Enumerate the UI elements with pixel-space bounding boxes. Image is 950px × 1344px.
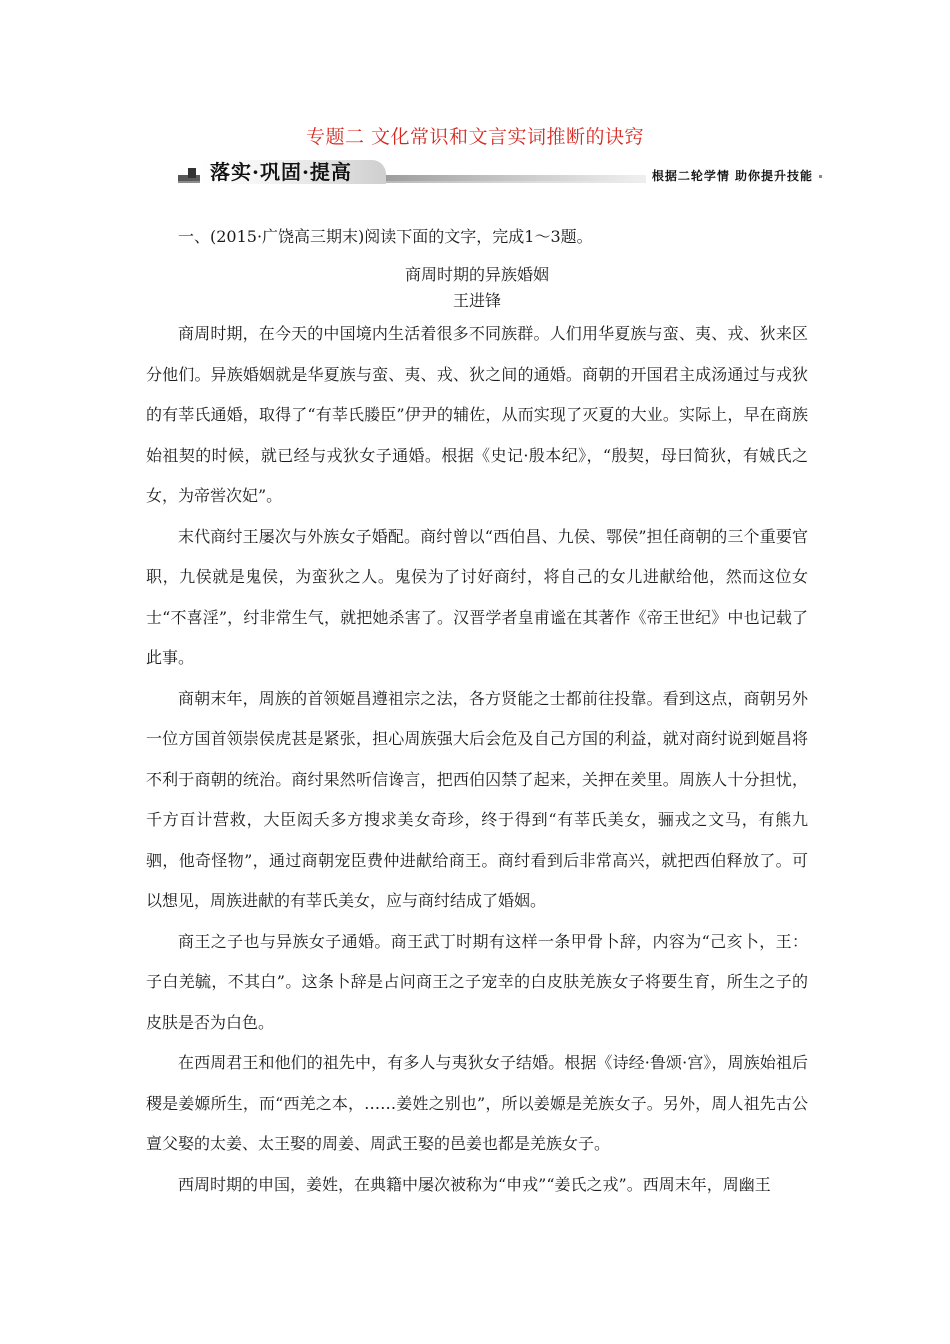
paragraph: 商王之子也与异族女子通婚。商王武丁时期有这样一条甲骨卜辞，内容为“己亥卜，王：子白羌毓，不其白”。这条卜辞是占问商王之子宠幸的白皮肤羌族女子将要生育，所生之子的皮肤是否为白色。 (146, 931, 808, 1032)
banner-square-icon (188, 168, 196, 178)
banner-left-text: 落实·巩固·提高 (210, 160, 352, 184)
article-title: 商周时期的异族婚姻 (404, 265, 549, 284)
page-title: 专题二 文化常识和文言实词推断的诀窍 (305, 126, 645, 148)
article-author: 王进锋 (452, 291, 501, 310)
banner-left-label (200, 160, 386, 184)
banner-right-text: 根据二轮学情 助你提升技能 (651, 169, 813, 183)
dots-icon (819, 175, 822, 178)
paragraph: 在西周君王和他们的祖先中，有多人与夷狄女子结婚。根据《诗经·鲁颂·宫》，周族始祖后稷是姜嫄所生，而“西羌之本，……姜姓之别也”，所以姜嫄是羌族女子。另外，周人祖先古公亶父娶的太姜、太王娶的周姜、周武王娶的邑姜也都是羌族女子。 (146, 1053, 808, 1153)
paragraph: 商周时期，在今天的中国境内生活着很多不同族群。人们用华夏族与蛮、夷、戎、狄来区分他们。异族婚姻就是华夏族与蛮、夷、戎、狄之间的通婚。商朝的开国君主成汤通过与戎狄的有莘氏通婚，取得了“有莘氏媵臣”伊尹的辅佐，从而实现了灭夏的大业。实际上，早在商族始祖契的时候，就已经与戎狄女子通婚。根据《史记·殷本纪》，“殷契，母曰简狄，有娀氏之女，为帝喾次妃”。 (146, 324, 808, 505)
question-intro: 一、(2015·广饶高三期末)阅读下面的文字，完成1～3题。 (178, 227, 593, 246)
paragraph: 末代商纣王屡次与外族女子婚配。商纣曾以“西伯昌、九侯、鄂侯”担任商朝的三个重要官职，九侯就是鬼侯，为蛮狄之人。鬼侯为了讨好商纣，将自己的女儿进献给他，然而这位女士“不喜淫”，纣非常生气，就把她杀害了。汉晋学者皇甫谧在其著作《帝王世纪》中也记载了此事。 (146, 526, 808, 667)
section-banner (178, 160, 838, 190)
paragraph: 商朝末年，周族的首领姬昌遵祖宗之法，各方贤能之士都前往投靠。看到这点，商朝另外一位方国首领崇侯虎甚是紧张，担心周族强大后会危及自己方国的利益，就对商纣说到姬昌将不利于商朝的统治。商纣果然听信谗言，把西伯囚禁了起来，关押在羑里。周族人十分担忧，千方百计营救，大臣闳夭多方搜求美女奇珍，终于得到“有莘氏美女，骊戎之文马，有熊九驷，他奇怪物”，通过商朝宠臣费仲进献给商王。商纣看到后非常高兴，就把西伯释放了。可以想见，周族进献的有莘氏美女，应与商纣结成了婚姻。 (146, 688, 808, 910)
banner-right-label (646, 167, 828, 184)
paragraph: 西周时期的申国，姜姓，在典籍中屡次被称为“申戎”“姜氏之戎”。西周末年，周幽王 (178, 1174, 771, 1194)
document-body (146, 222, 808, 1205)
